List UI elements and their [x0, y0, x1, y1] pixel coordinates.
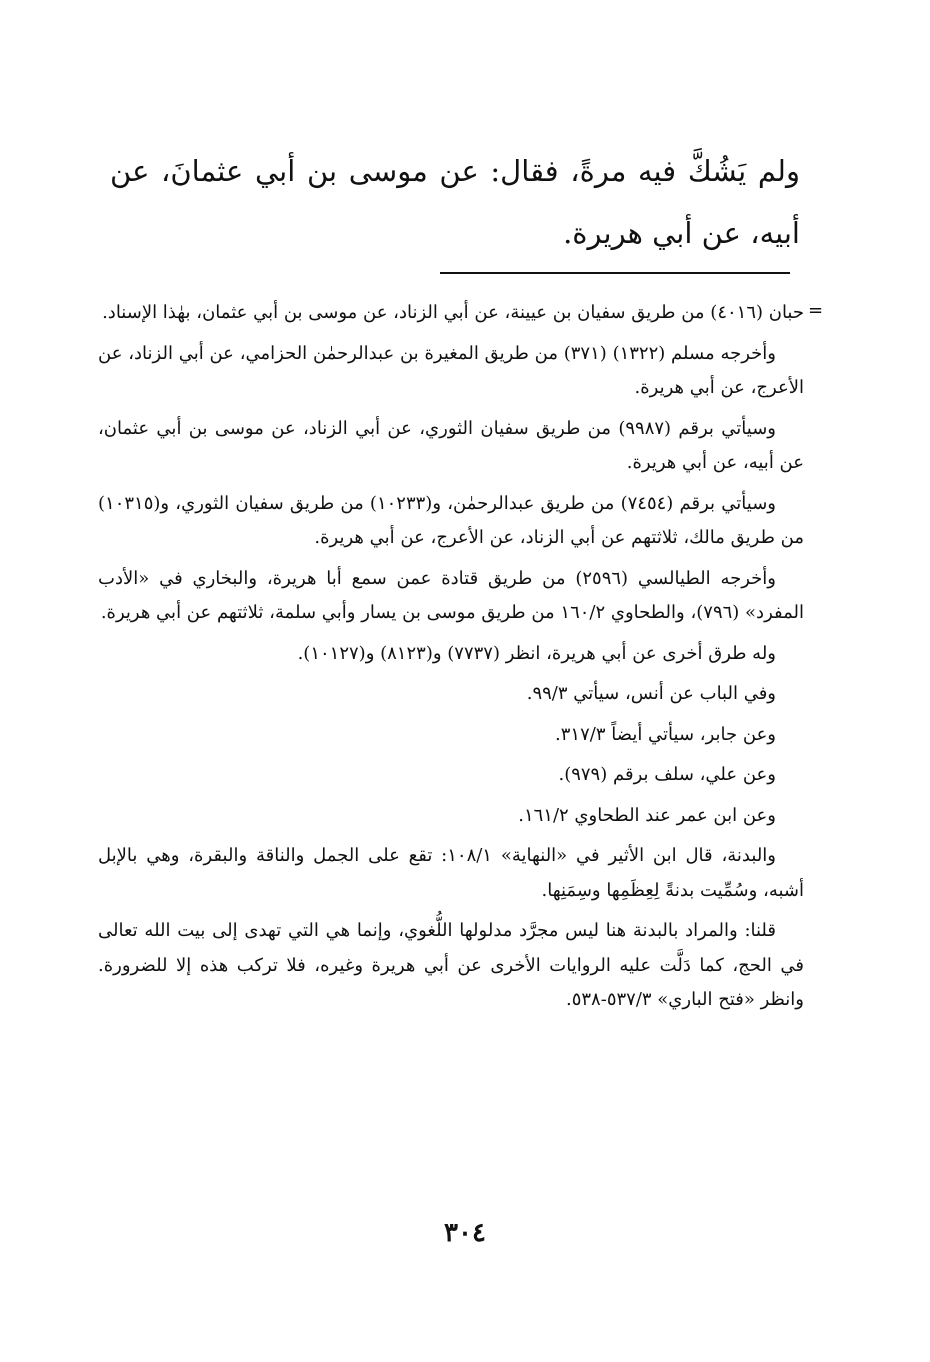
footnote-continuation-mark: = — [808, 300, 824, 321]
footnote-paragraph: وأخرجه الطيالسي (٢٥٩٦) من طريق قتادة عمن سمع أبا هريرة، والبخاري في «الأدب المفرد» (٧٩٦)، والطحاوي ١٦٠/٢ من طريق موسى بن يسار وأبي سلمة، ثلاثتهم عن أبي هريرة. — [98, 567, 804, 623]
footnote-paragraph: والبدنة، قال ابن الأثير في «النهاية» ١٠٨/١: تقع على الجمل والناقة والبقرة، وهي بالإبل أشبه، وسُمِّيت بدنةً لِعِظَمِها وسِمَنِها. — [98, 845, 804, 901]
footnote-paragraph: وفي الباب عن أنس، سيأتي ٩٩/٣. — [526, 683, 776, 704]
footnote-divider — [440, 272, 790, 274]
footnote-paragraph: وعن جابر، سيأتي أيضاً ٣١٧/٣. — [555, 723, 776, 745]
footnote-paragraph: قلنا: والمراد بالبدنة هنا ليس مجرَّد مدلولها اللُّغوي، وإنما هي التي تهدى إلى بيت الله تعالى في الحج، كما دَلَّت عليه الروايات الأخرى عن أبي هريرة وغيره، فلا تركب هذه إلا للضرورة. وانظر «فتح الباري» ٥٣٧/٣-٥٣٨. — [98, 920, 804, 1010]
footnote-paragraph: وعن علي، سلف برقم (٩٧٩). — [558, 764, 776, 785]
footnote-paragraph: وسيأتي برقم (٩٩٨٧) من طريق سفيان الثوري، عن أبي الزناد، عن موسى بن أبي عثمان، عن أبيه، عن أبي هريرة. — [98, 417, 804, 473]
footnote-paragraph: وسيأتي برقم (٧٤٥٤) من طريق عبدالرحمٰن، و(١٠٢٣٣) من طريق سفيان الثوري، و(١٠٣١٥) من طريق مالك، ثلاثتهم عن أبي الزناد، عن الأعرج، عن أبي هريرة. — [98, 492, 804, 548]
footnotes-block — [98, 296, 804, 1024]
footnote-paragraph: وأخرجه مسلم (١٣٢٢) (٣٧١) من طريق المغيرة بن عبدالرحمٰن الحزامي، عن أبي الزناد، عن الأعرج، عن أبي هريرة. — [98, 342, 804, 398]
footnote-paragraph: وله طرق أخرى عن أبي هريرة، انظر (٧٧٣٧) و(٨١٢٣) و(١٠١٢٧). — [297, 642, 776, 664]
main-text-block — [110, 140, 800, 264]
page-number: ٣٠٤ — [444, 1218, 486, 1248]
footnote-paragraph: حبان (٤٠١٦) من طريق سفيان بن عيينة، عن أبي الزناد، عن موسى بن أبي عثمان، بهٰذا الإسناد. — [102, 302, 804, 323]
footnote-paragraph: وعن ابن عمر عند الطحاوي ١٦١/٢. — [518, 804, 776, 826]
main-paragraph: ولم يَشُكَّ فيه مرةً، فقال: عن موسى بن أبي عثمانَ، عن أبيه، عن أبي هريرة. — [110, 154, 800, 250]
